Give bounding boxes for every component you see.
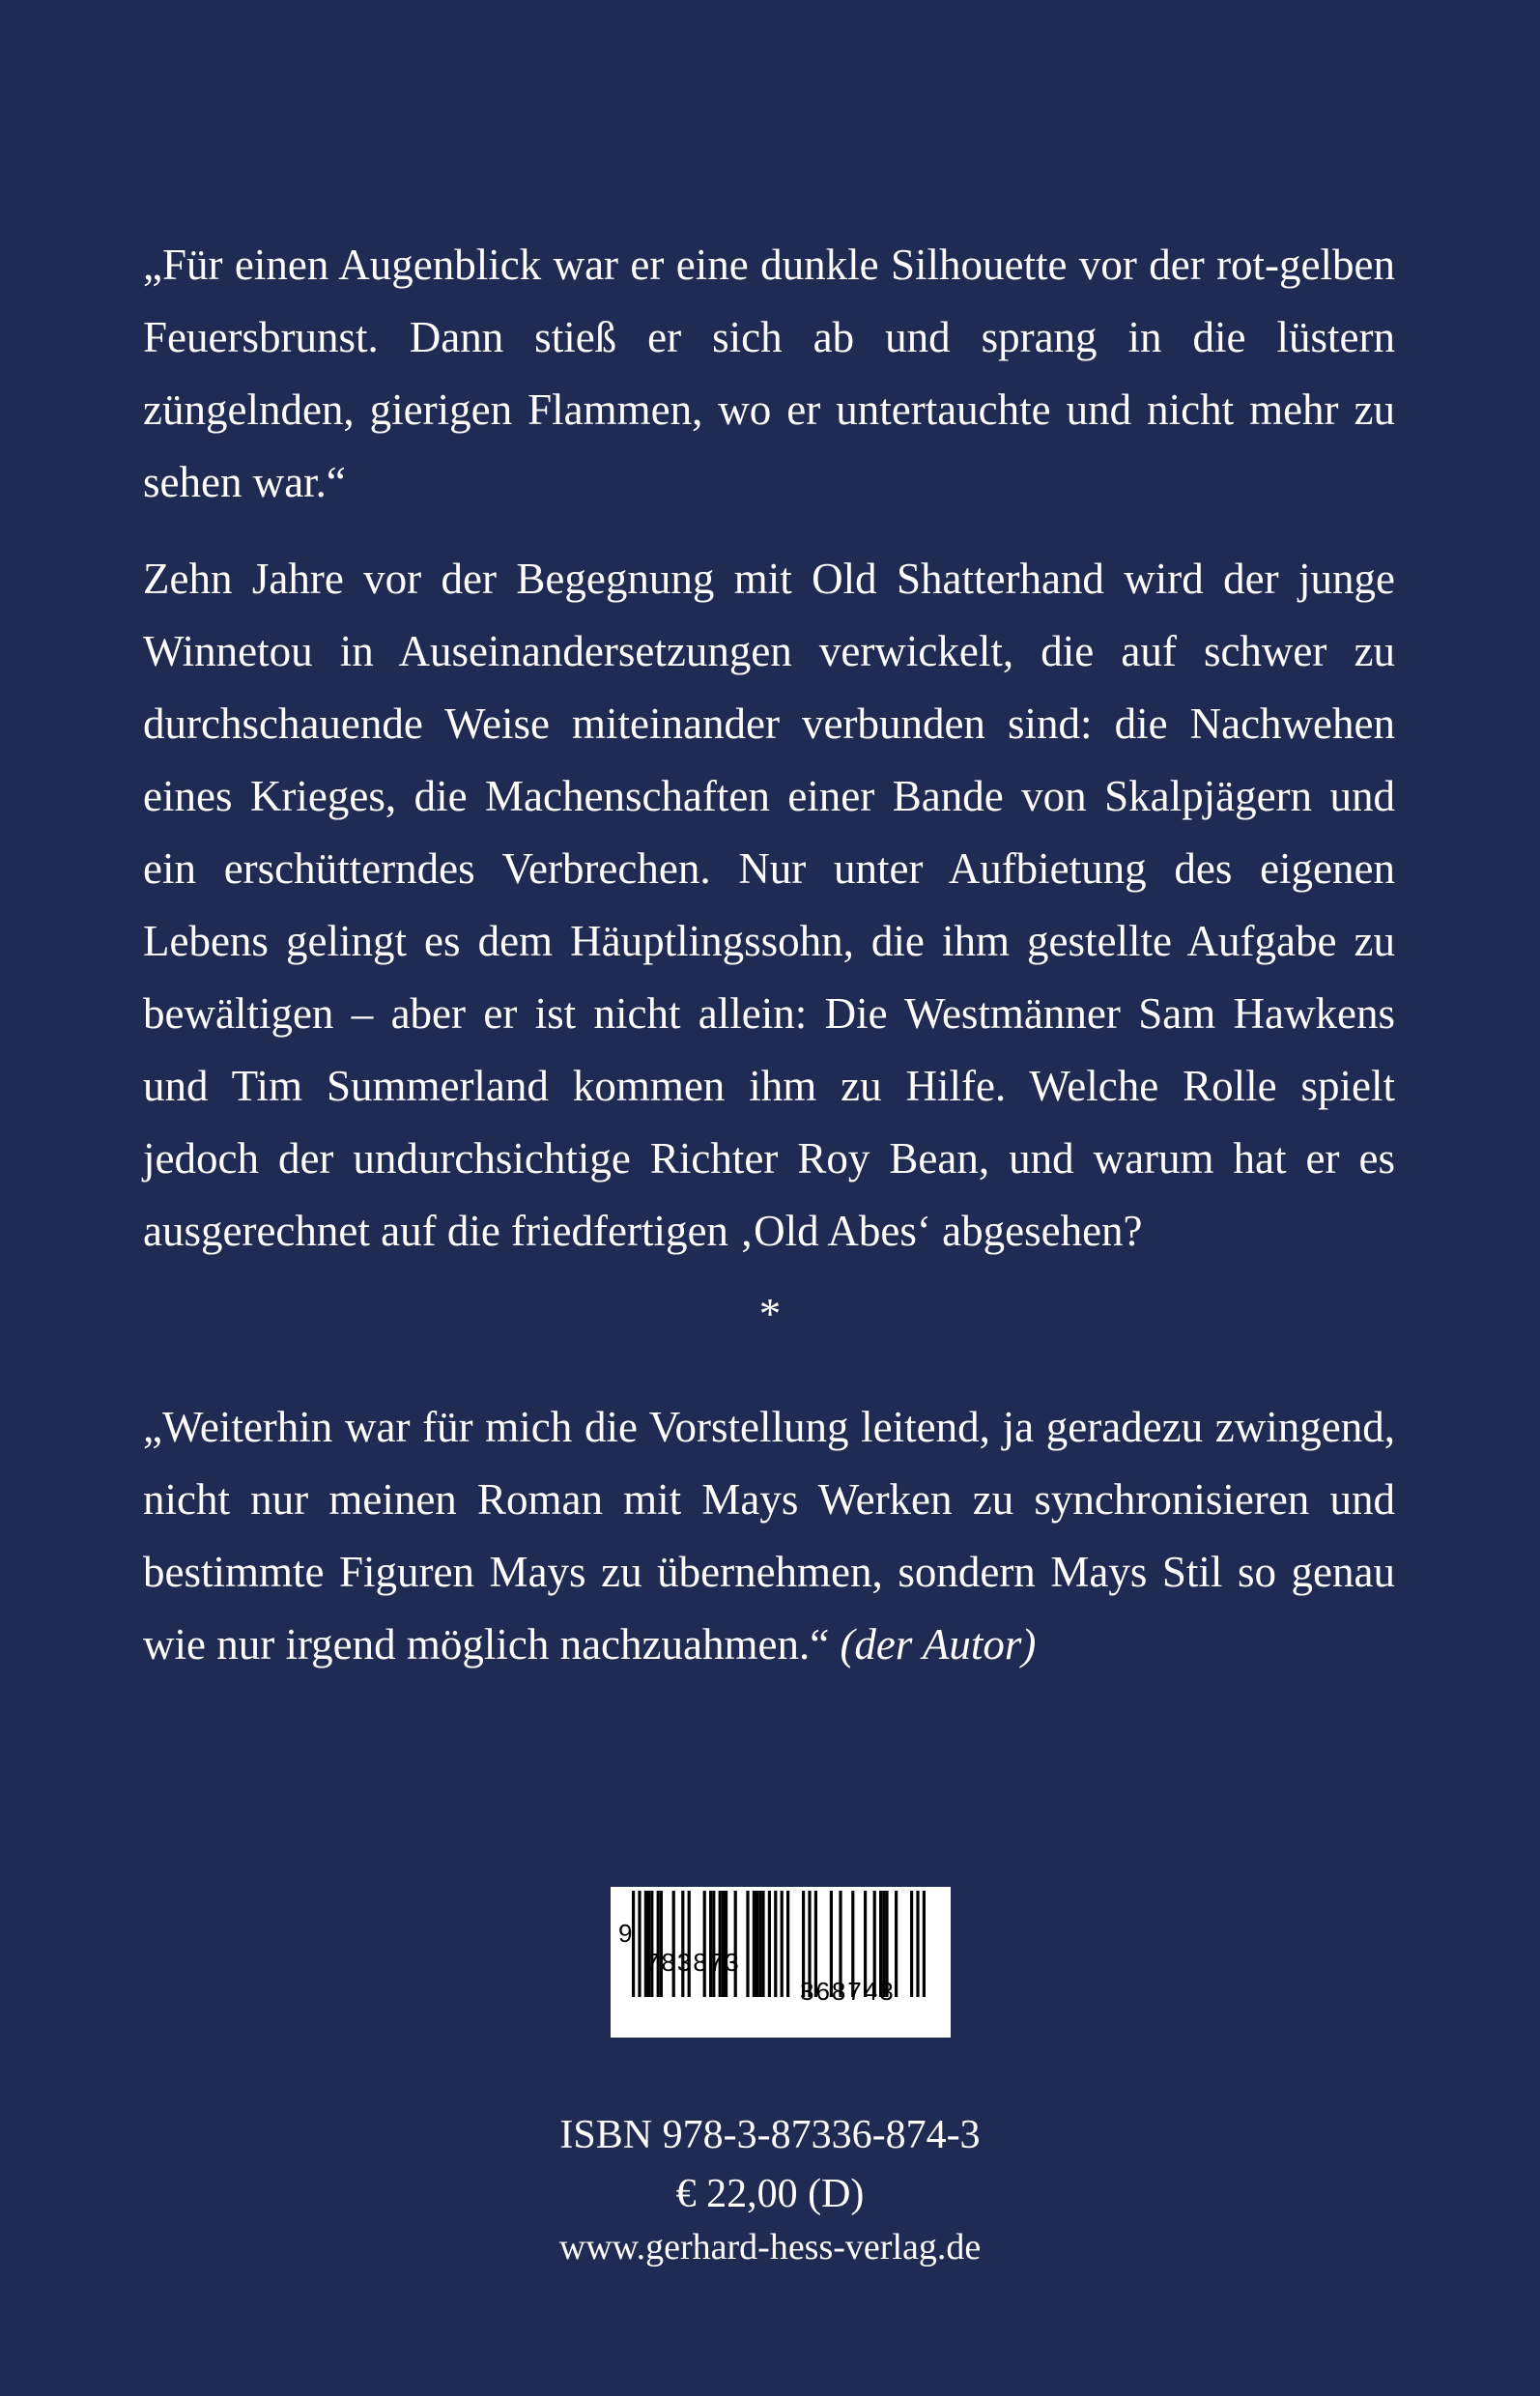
isbn-barcode [611, 1887, 951, 2038]
barcode-right-digits: 368743 [800, 1977, 896, 2006]
author-quote: „Weiterhin war für mich die Vorstellung leitend, ja geradezu zwingend, nicht nur meinen Roman mit Mays Werken zu synchronisieren und bestimmte Figuren Mays zu übernehmen, sondern Mays Stil so genau wie nur irgend möglich nachzuahmen.“ [143, 1403, 1395, 1669]
barcode-left-digits: 783873 [645, 1948, 741, 1977]
publisher-website: www.gerhard-hess-verlag.de [558, 2227, 982, 2268]
author-quote-paragraph [143, 1391, 1395, 1681]
opening-quote: „Für einen Augenblick war er eine dunkle Silhouette vor der rot-gelben Feuersbrunst. Dann stieß er sich ab und sprang in die lüstern züngelnden, gierigen Flammen, wo er untertauchte und nicht mehr zu sehen war.“ [143, 241, 1395, 506]
barcode-first-digit: 9 [618, 1919, 633, 1948]
author-attribution: (der Autor) [840, 1620, 1037, 1669]
book-blurb: Zehn Jahre vor der Begegnung mit Old Shatterhand wird der junge Winnetou in Auseinandersetzungen verwickelt, die auf schwer zu durchschauende Weise miteinander verbunden sind: die Nachwehen eines Krieges, die Machenschaften einer Bande von Skalpjägern und ein erschütterndes Verbrechen. Nur unter Aufbietung des eigenen Lebens gelingt es dem Häuptlingssohn, die ihm gestellte Aufgabe zu bewältigen – aber er ist nicht allein: Die Westmänner Sam Hawkens und Tim Summerland kommen ihm zu Hilfe. Welche Rolle spielt jedoch der undurchsichtige Richter Roy Bean, und warum hat er es ausgerechnet auf die friedfertigen ‚Old Abes‘ abgesehen? [143, 555, 1395, 1255]
price: € 22,00 (D) [675, 2172, 865, 2216]
isbn-number: ISBN 978-3-87336-874-3 [559, 2113, 981, 2157]
section-separator: * [758, 1290, 782, 1338]
barcode-digits [611, 1890, 951, 2035]
